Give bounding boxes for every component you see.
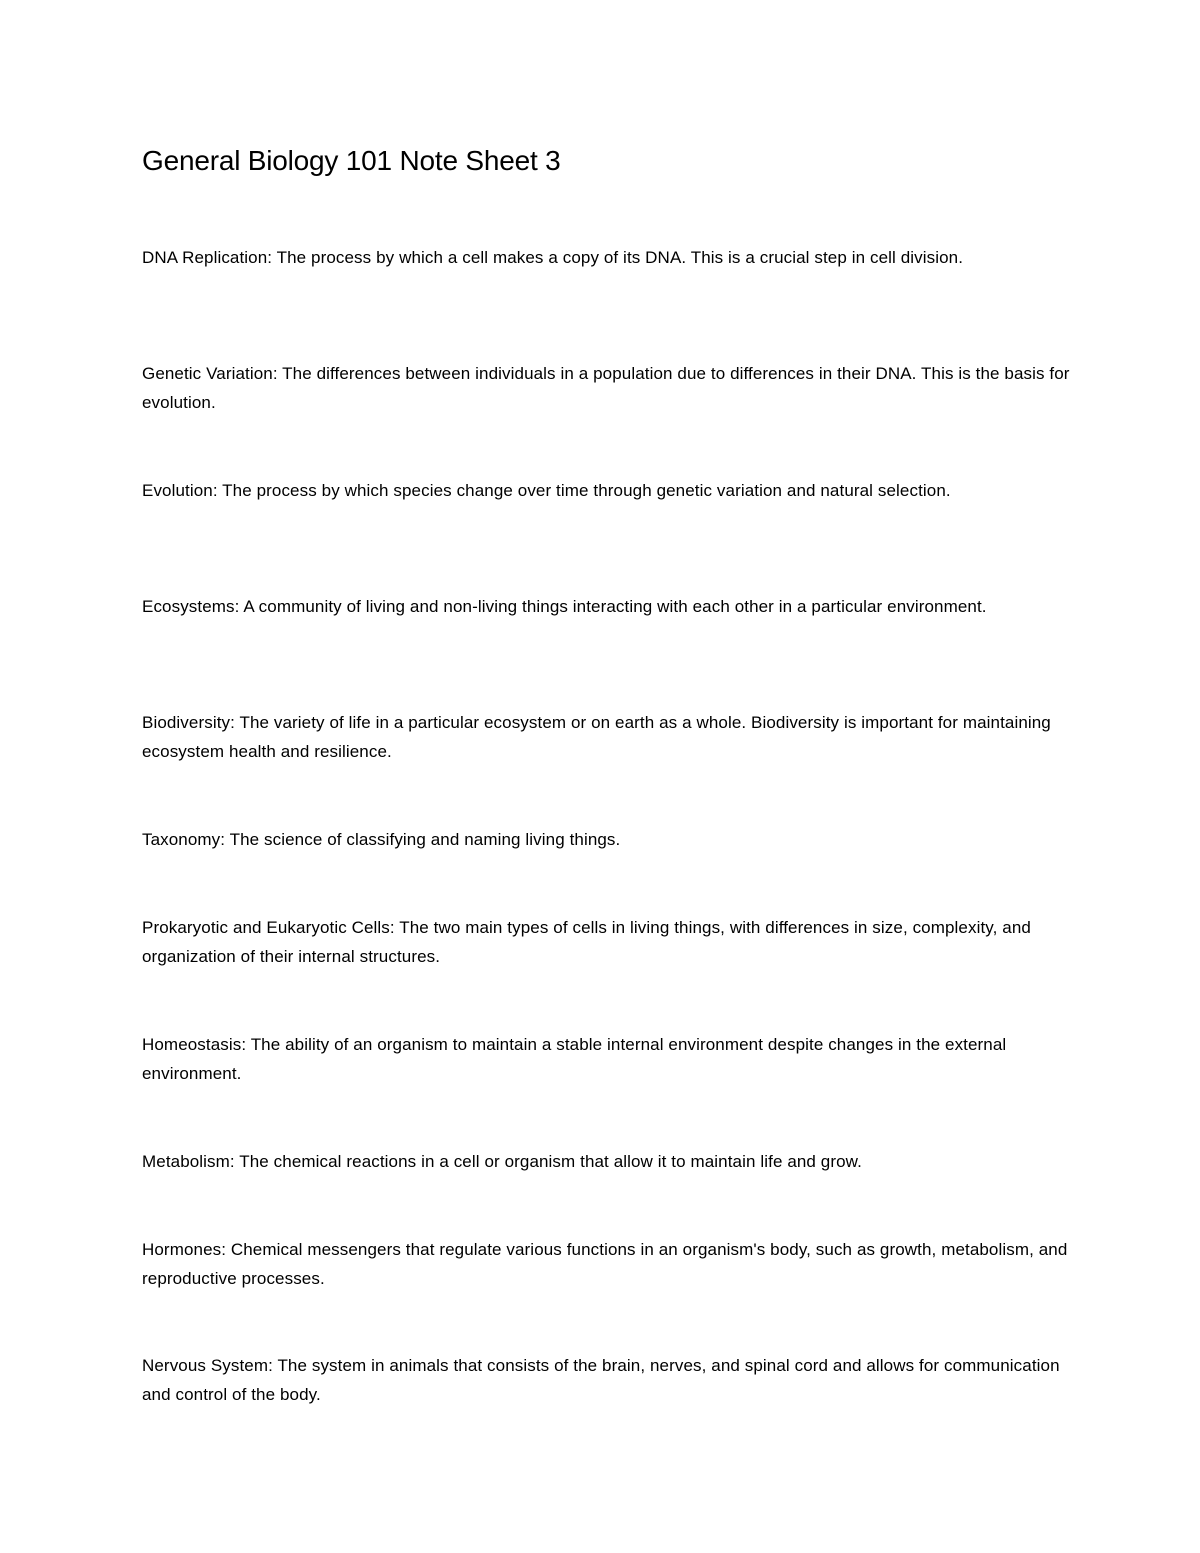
note-entry-cell-types: Prokaryotic and Eukaryotic Cells: The two main types of cells in living things, with differences in size, complexity, and organization of their internal structures.: [142, 918, 1031, 966]
note-entry-metabolism: Metabolism: The chemical reactions in a cell or organism that allow it to maintain life and grow.: [142, 1152, 862, 1171]
note-entry-dna-replication: DNA Replication: The process by which a cell makes a copy of its DNA. This is a crucial step in cell division.: [142, 248, 964, 267]
document-title: General Biology 101 Note Sheet 3: [142, 145, 561, 176]
note-entry-genetic-variation: Genetic Variation: The differences between individuals in a population due to differences in their DNA. This is the basis for evolution.: [142, 364, 1070, 412]
note-entry-homeostasis: Homeostasis: The ability of an organism to maintain a stable internal environment despite changes in the external environment.: [142, 1035, 1007, 1083]
note-entry-taxonomy: Taxonomy: The science of classifying and naming living things.: [142, 830, 621, 849]
note-entry-evolution: Evolution: The process by which species change over time through genetic variation and natural selection.: [142, 481, 951, 500]
note-entry-hormones: Hormones: Chemical messengers that regulate various functions in an organism's body, such as growth, metabolism, and reproductive processes.: [142, 1240, 1068, 1288]
note-entry-biodiversity: Biodiversity: The variety of life in a particular ecosystem or on earth as a whole. Biodiversity is important for maintaining ecosystem health and resilience.: [142, 713, 1051, 761]
note-entry-ecosystems: Ecosystems: A community of living and non-living things interacting with each other in a particular environment.: [142, 597, 987, 616]
note-entry-nervous-system: Nervous System: The system in animals that consists of the brain, nerves, and spinal cord and allows for communication and control of the body.: [142, 1356, 1060, 1404]
